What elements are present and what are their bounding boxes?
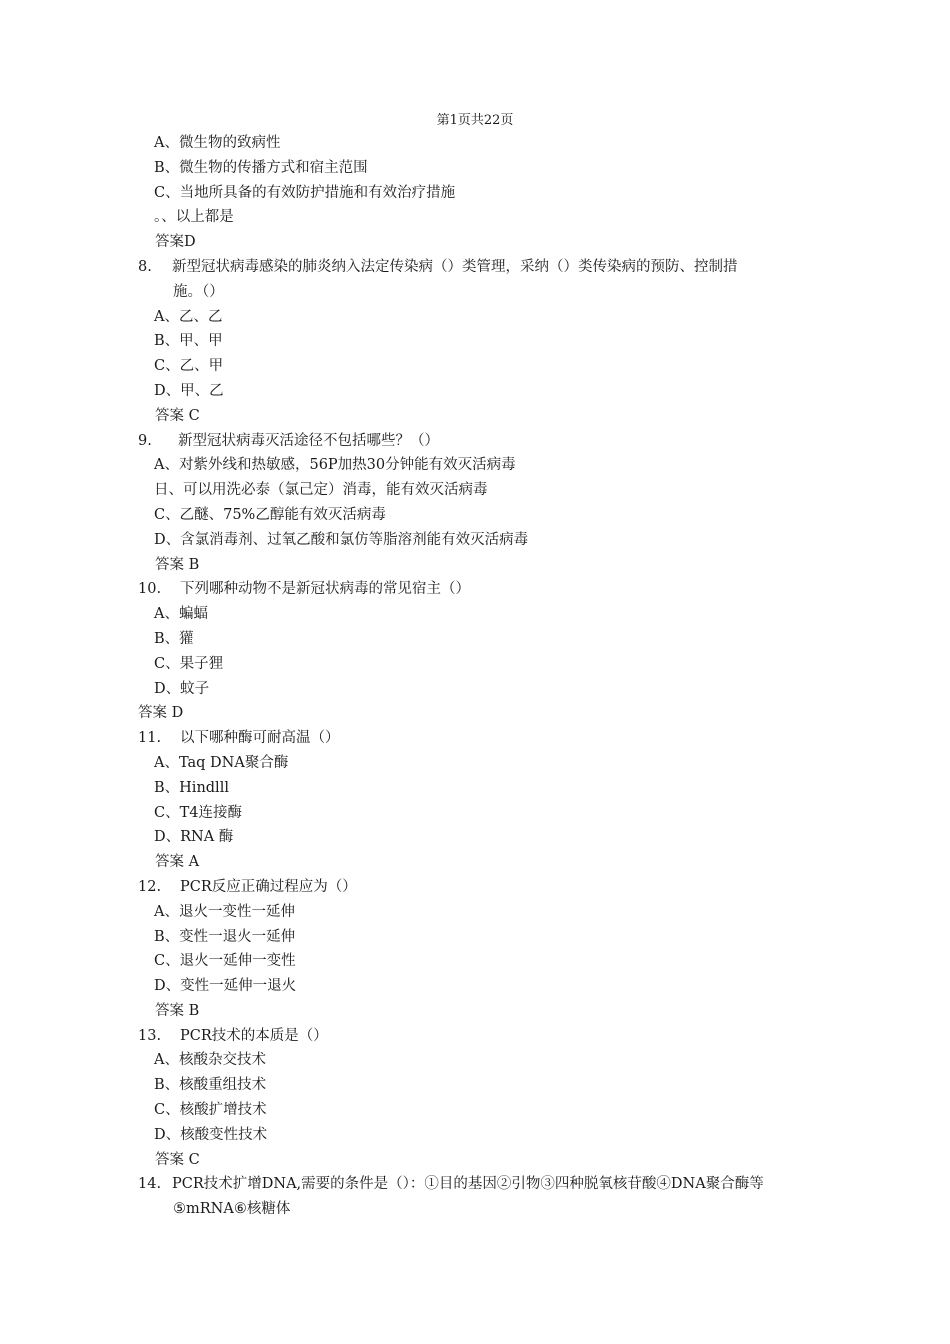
answer: 答案 D bbox=[138, 705, 184, 722]
question-number: 10. bbox=[138, 581, 162, 598]
answer: 答案 C bbox=[155, 1151, 200, 1168]
option-c: C、退火一延伸一变性 bbox=[154, 953, 296, 970]
option-a: A、核酸杂交技术 bbox=[154, 1052, 266, 1069]
question-9 bbox=[138, 429, 818, 454]
option-a: A、蝙蝠 bbox=[154, 606, 208, 623]
option-d: 。、以上都是 bbox=[154, 209, 234, 226]
question-text: PCR技术的本质是（） bbox=[180, 1027, 328, 1044]
option-b: B、变性一退火一延伸 bbox=[154, 928, 296, 945]
answer: 答案 B bbox=[155, 556, 200, 573]
question-number: 9. bbox=[138, 432, 152, 449]
option-a: A、Taq DNA聚合酶 bbox=[154, 754, 289, 771]
question-14 bbox=[138, 1172, 818, 1197]
option-d: D、核酸变性技术 bbox=[154, 1126, 268, 1143]
question-continuation: 施。（） bbox=[173, 283, 224, 300]
question-12 bbox=[138, 875, 818, 900]
option-b: B、Hindlll bbox=[154, 779, 229, 796]
option-a: A、乙、乙 bbox=[154, 308, 223, 325]
option-d: D、RNA 酶 bbox=[154, 829, 234, 846]
option-a: A、对紫外线和热敏感，56P加热30分钟能有效灭活病毒 bbox=[154, 457, 516, 474]
option-c: C、当地所具备的有效防护措施和有效治疗措施 bbox=[154, 184, 456, 201]
question-number: 13. bbox=[138, 1027, 162, 1044]
option-b: B、微生物的传播方式和宿主范围 bbox=[154, 159, 368, 176]
question-number: 12. bbox=[138, 878, 162, 895]
question-text: 新型冠状病毒感染的肺炎纳入法定传染病（）类管理，采纳（）类传染病的预防、控制措 bbox=[172, 258, 738, 275]
option-d: D、蚊子 bbox=[154, 680, 210, 697]
question-number: 8. bbox=[138, 258, 152, 275]
answer: 答案 C bbox=[155, 407, 200, 424]
answer: 答案 A bbox=[155, 854, 200, 871]
question-number: 11. bbox=[138, 730, 162, 747]
option-b: B、甲、甲 bbox=[154, 333, 223, 350]
option-b: B、獾 bbox=[154, 630, 194, 647]
question-13 bbox=[138, 1024, 818, 1049]
answer: 答案 B bbox=[155, 1002, 200, 1019]
question-text: 以下哪种酶可耐高温（） bbox=[180, 730, 340, 747]
option-d: D、含氯消毒剂、过氧乙酸和氯仿等脂溶剂能有效灭活病毒 bbox=[154, 531, 529, 548]
question-continuation: ⑤mRNA⑥核糖体 bbox=[173, 1201, 291, 1218]
question-text: 新型冠状病毒灭活途径不包括哪些？（） bbox=[178, 432, 439, 449]
option-a: A、微生物的致病性 bbox=[154, 135, 281, 151]
option-c: C、T4连接酶 bbox=[154, 804, 242, 821]
option-b: 日、可以用洗必泰（氯己定）消毒，能有效灭活病毒 bbox=[154, 482, 488, 499]
question-text: PCR技术扩增DNA,需要的条件是（）：①目的基因②引物③四种脱氧核苷酸④DNA聚合酶等 bbox=[172, 1176, 764, 1193]
option-c: C、果子狸 bbox=[154, 655, 224, 672]
question-text: PCR反应正确过程应为（） bbox=[180, 878, 357, 895]
option-b: B、核酸重组技术 bbox=[154, 1077, 267, 1094]
question-10 bbox=[138, 577, 818, 602]
answer: 答案D bbox=[155, 234, 196, 251]
option-d: D、甲、乙 bbox=[154, 382, 224, 399]
option-c: C、核酸扩增技术 bbox=[154, 1102, 267, 1119]
question-text: 下列哪种动物不是新冠状病毒的常见宿主（） bbox=[180, 581, 470, 598]
option-d: D、变性一延伸一退火 bbox=[154, 978, 297, 995]
question-number: 14. bbox=[138, 1176, 162, 1193]
option-a: A、退火一变性一延伸 bbox=[154, 903, 295, 920]
document-body bbox=[138, 131, 818, 1222]
page-header: 第1页共22页 bbox=[436, 113, 514, 128]
option-c: C、乙、甲 bbox=[154, 358, 224, 375]
option-c: C、乙醚、75%乙醇能有效灭活病毒 bbox=[154, 506, 386, 523]
question-11 bbox=[138, 726, 818, 751]
question-8 bbox=[138, 255, 818, 280]
